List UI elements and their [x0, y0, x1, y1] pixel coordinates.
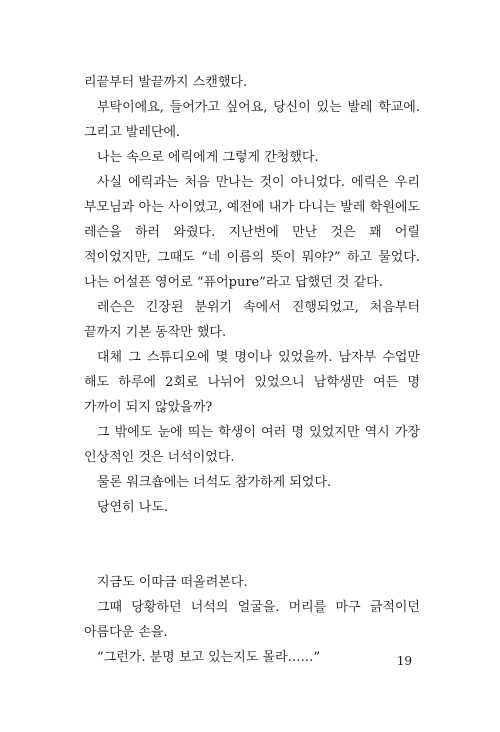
paragraph: 물론 워크숍에는 너석도 참가하게 되었다.	[97, 475, 332, 490]
paragraph: 그때 당황하던 너석의 얼굴을. 머리를 마구 긁적이던 아름다운 손을.	[84, 600, 420, 640]
paragraph: 대체 그 스튜디오에 몇 명이나 있었을까. 남자부 수업만 해도 하루에 2회로 나뉘어 있었으니 남학생만 여든 명 가까이 되지 않았을까?	[84, 350, 420, 415]
paragraph: 사실 에릭과는 처음 만나는 것이 아니었다. 에릭은 우리 부모님과 아는 사이였고, 예전에 내가 다니는 발레 학원에도 레슨을 하러 와줬다. 지난번에 만난 것은 꽤 어릴 적이었지만, 그때도 “네 이름의 뜻이 뭐야?” 하고 물었다. 나는 어설픈 영어로 “퓨어pure”라고 답했던 것 같다.	[84, 175, 420, 290]
page-number: 19	[396, 654, 412, 668]
paragraph: 지금도 이따금 떠올려본다.	[97, 575, 248, 590]
section-break	[84, 520, 420, 570]
paragraph: 부탁이에요, 들어가고 싶어요, 당신이 있는 발레 학교에. 그리고 발레단에.	[84, 100, 420, 140]
body-text	[84, 70, 420, 670]
paragraph: 리끝부터 발끝까지 스캔했다.	[84, 75, 248, 90]
paragraph: 레슨은 긴장된 분위기 속에서 진행되었고, 처음부터 끝까지 기본 동작만 했다.	[84, 300, 420, 340]
paragraph: “그런가. 분명 보고 있는지도 몰라……”	[97, 650, 321, 665]
paragraph: 당연히 나도.	[97, 500, 169, 515]
paragraph: 나는 속으로 에릭에게 그렇게 간청했다.	[97, 150, 319, 165]
paragraph: 그 밖에도 눈에 띄는 학생이 여러 명 있었지만 역시 가장 인상적인 것은 너석이었다.	[84, 425, 420, 465]
